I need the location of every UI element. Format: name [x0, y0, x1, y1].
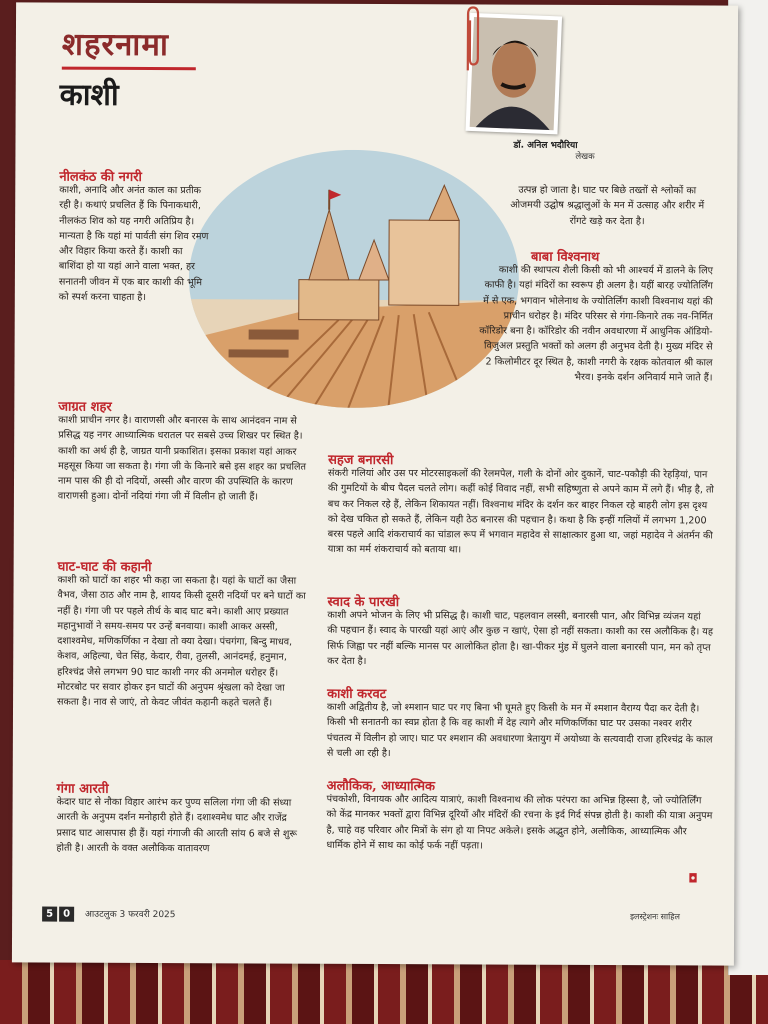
page-number-digit: 0 — [59, 907, 74, 922]
city-title: काशी — [59, 77, 119, 113]
section-title: घाट-घाट की कहानी — [57, 559, 152, 576]
section-title: अलौकिक, आध्यात्मिक — [326, 778, 436, 795]
page-number-digit: 5 — [42, 907, 57, 922]
paperclip-icon — [460, 4, 482, 74]
section-body: काशी की स्थापत्य शैली किसी को भी आश्चर्य में डालने के लिए काफी है। यहां मंदिरों का स्वरूप ही अलग है। यहीं बारह ज्योतिर्लिंग में से एक, भगवान भोलेनाथ के ज्योतिर्लिंग काशी विश्वनाथ यहां की प्राचीन धरोहर है। मंदिर परिसर से गंगा-किनारे तक नव-निर्मित कॉरिडोर बना है। कॉरिडोर की नवीन अवधारणा में आधुनिक ऑडियो-विजुअल प्रस्तुति भक्तों को अलग ही अनुभव देती है। मुख्य मंदिर से 2 किलोमीटर दूर स्थित है, काशी नगरी के रक्षक कोतवाल श्री काल भैरव। इनके दर्शन अनिवार्य माने जाते हैं। — [479, 264, 713, 384]
section-body: काशी प्राचीन नगर है। वाराणसी और बनारस के साथ आनंदवन नाम से प्रसिद्ध यह नगर आध्यात्मिक धरातल पर सबसे उच्च शिखर पर स्थित है। काशी का अर्थ ही है, जाग्रत यानी प्रकाशित। इसका प्रकाश यहां आकर महसूस किया जा सकता है। गंगा जी के किनारे बसे इस शहर का प्रचलित नाम पास की ही दो नदियों, अस्सी और वारण की उपस्थिति के कारण वाराणसी हुआ। दोनों नदियां गंगा जी में विलीन हो जाती हैं। — [57, 414, 307, 503]
section-body: काशी अद्वितीय है, जो श्मशान घाट पर गए बिना भी घूमते हुए किसी के मन में श्मशान वैराग्य पैदा कर देती है। किसी भी सनातनी का स्वप्न होता है कि वह काशी में देह त्यागे और मणिकर्णिका घाट पर उसका नश्वर शरीर पंचतत्व में विलीन हो जाए। घाट पर श्मशान की अवधारणा त्रेतायुग में अयोध्या के सत्यवादी राजा हरिश्चंद्र के काल से चली आ रही है। — [326, 701, 713, 759]
issue-info: आउटलुक 3 फरवरी 2025 — [84, 909, 176, 921]
section-title: नीलकंठ की नगरी — [59, 169, 142, 185]
page-footer — [42, 907, 175, 923]
title-rule — [62, 67, 196, 71]
section-title: काशी करवट — [327, 686, 387, 703]
section-body: काशी अपने भोजन के लिए भी प्रसिद्ध है। काशी चाट, पहलवान लस्सी, बनारसी पान, और विभिन्न व्यंजन यहां की पहचान हैं। स्वाद के पारखी यहां आएं और कुछ न खाएं, ऐसा हो नहीं सकता। काशी का रस अलौकिक है। यह सिर्फ जिह्वा पर नहीं बल्कि मानस पर आलोकित होता है। खा-पीकर मुंह में घुलने वाला बनारसी पान, मन को तृप्त कर देता है। — [327, 609, 714, 667]
section-body: उत्पन्न हो जाता है। घाट पर बिछे तख्तों से श्लोकों का ओजमयी उद्घोष श्रद्धालुओं के मन में उत्साह और शरीर में रोंगटे खड़े कर देता है। — [510, 184, 705, 227]
section-title: गंगा आरती — [56, 781, 109, 797]
section-body: काशी, अनादि और अनंत काल का प्रतीक रही है। कथाएं प्रचलित हैं कि पिनाकधारी, नीलकंठ शिव को यह नगरी अतिप्रिय है। मान्यता है कि यहां मां पार्वती संग शिव रमण और विहार किया करते हैं। काशी का बाशिंदा हो या यहां आने वाला भक्त, हर सनातनी जीवन में एक बार काशी की भूमि को स्पर्श करना चाहता है। — [58, 184, 209, 304]
section-title: जाग्रत शहर — [58, 399, 112, 415]
magazine-page — [12, 2, 738, 965]
ghat-temple-illustration — [188, 149, 519, 408]
series-title: शहरनामा — [61, 26, 170, 64]
section-body: संकरी गलियां और उस पर मोटरसाइकलों की रेलमपेल, गली के दोनों ओर दुकानें, चाट-पकौड़ी की रेहड़ियां, पान की गुमटियों के बीच पैदल चलते लोग। कहीं कोई विवाद नहीं, सभी सहिष्णुता से अपने काम में लगे हैं। भीड़ है, तो बच कर निकल रहे हैं, लेकिन शिकायत नहीं। विश्वनाथ मंदिर के दर्शन कर बाहर निकल रहे बाहरी लोग इस दृश्य को देख चकित हो सकते हैं, लेकिन यही ठेठ बनारस की पहचान है। कथा है कि इन्हीं गलियों में लगभग 1,200 बरस पहले आदि शंकराचार्य का चांडाल रूप में भगवान महादेव से साक्षात्कार हुआ था, जहां महादेव ने अंतर्मन की यात्रा का मर्म शंकराचार्य को बताया था। — [327, 467, 714, 556]
section-title: स्वाद के पारखी — [327, 594, 400, 611]
illustration-credit: इलस्ट्रेशनः साहिल — [630, 912, 680, 922]
background-carpet — [0, 960, 768, 1024]
author-role: लेखक — [575, 151, 595, 162]
section-body: काशी को घाटों का शहर भी कहा जा सकता है। यहां के घाटों का जैसा वैभव, जैसा ठाठ और नाम है, शायद किसी दूसरी नदियों पर बने घाटों का नहीं है। गंगा जी पर पहले तीर्थ के बाद घाट बने। काशी आए प्रख्यात महानुभावों ने समय-समय पर उन्हें बनवाया। काशी आकर अस्सी, दशाश्वमेध, मणिकर्णिका न देखा तो क्या देखा। पंचगंगा, बिन्दु माधव, केशव, अहिल्या, चेत सिंह, केदार, रीवा, तुलसी, आनंदमई, हनुमान, हरिश्चंद्र जैसे लगभग 90 घाट काशी नगर की अनमोल धरोहर हैं। मोटरबोट पर सवार होकर इन घाटों की अनुपम श्रृंखला को देखा जा सकता है। नाव से जाएं, तो केवट जीवंत कहानी कहते चलते हैं। — [57, 574, 306, 709]
author-name: डॉ. अनिल भदौरिया — [513, 140, 578, 151]
end-mark-icon: ◘ — [688, 871, 698, 886]
section-body: पंचकोशी, विनायक और आदित्य यात्राएं, काशी विश्वनाथ की लोक परंपरा का अभिन्न हिस्सा है, जो ज्योतिर्लिंग को केंद्र मानकर भक्तों द्वारा विभिन्न दूरियों और मंदिरों की रचना के इर्द गिर्द संपन्न होती है। काशी की यात्रा अनुपम है, चाहे वह परिवार और मित्रों के संग हो या निपट अकेले। इसके अद्भुत होने, अलौकिक, आध्यात्मिक और धार्मिक होने में साथ का कोई फर्क नहीं पड़ता। — [326, 793, 713, 852]
section-title: सहज बनारसी — [328, 452, 394, 469]
section-body: केदार घाट से नौका विहार आरंभ कर पुण्य सलिला गंगा जी की संध्या आरती के अनुपम दर्शन मनोहारी होते हैं। दशाश्वमेध घाट और राजेंद्र प्रसाद घाट आसपास ही हैं। यहां गंगाजी की आरती सांय 6 बजे से शुरू होती है। आरती के वक्त अलौकिक वातावरण — [56, 796, 297, 855]
section-title: बाबा विश्वनाथ — [530, 249, 600, 265]
